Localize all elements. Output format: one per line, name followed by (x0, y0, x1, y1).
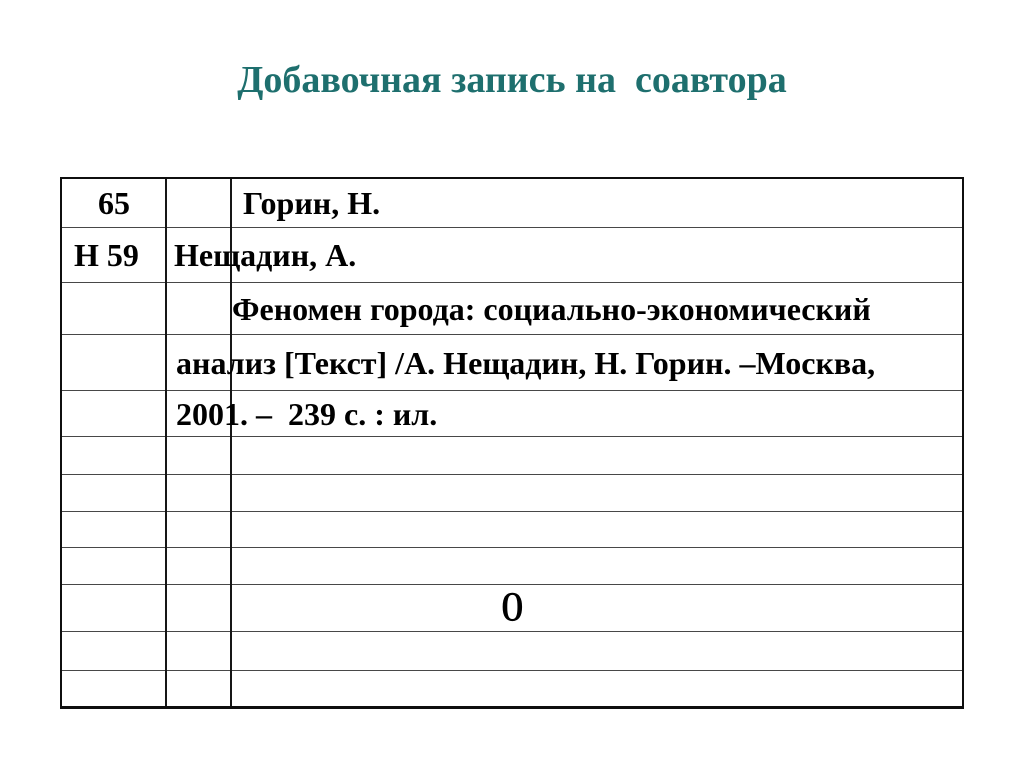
description-line-2: анализ [Текст] /А. Нещадин, Н. Горин. –Москва, (176, 344, 876, 381)
card-row-description-3 (62, 391, 962, 437)
added-entry-author-cell: Горин, Н. (243, 185, 381, 221)
card-row-empty-2 (62, 475, 962, 512)
center-symbol-cell (62, 587, 962, 629)
card-row-empty-6 (62, 671, 962, 706)
slide-title: Добавочная запись на соавтора (237, 59, 787, 101)
card-row-empty-4 (62, 548, 962, 585)
center-symbol-glyph: О (500, 585, 524, 631)
classification-index-cell: 65 (98, 185, 130, 221)
catalog-card-table (60, 177, 964, 709)
description-line-1: Феномен города: социально-экономический (232, 290, 871, 327)
card-row-added-entry (62, 179, 962, 228)
card-row-empty-1 (62, 437, 962, 475)
description-line-3: 2001. – 239 с. : ил. (176, 395, 438, 432)
card-row-center-symbol (62, 585, 962, 632)
card-row-empty-3 (62, 512, 962, 548)
author-mark-cell: Н 59 (74, 237, 139, 273)
card-row-description-2 (62, 335, 962, 391)
card-row-empty-5 (62, 632, 962, 671)
card-row-main-author (62, 228, 962, 283)
card-row-description-1 (62, 283, 962, 335)
main-author-cell: Нещадин, А. (174, 237, 357, 273)
